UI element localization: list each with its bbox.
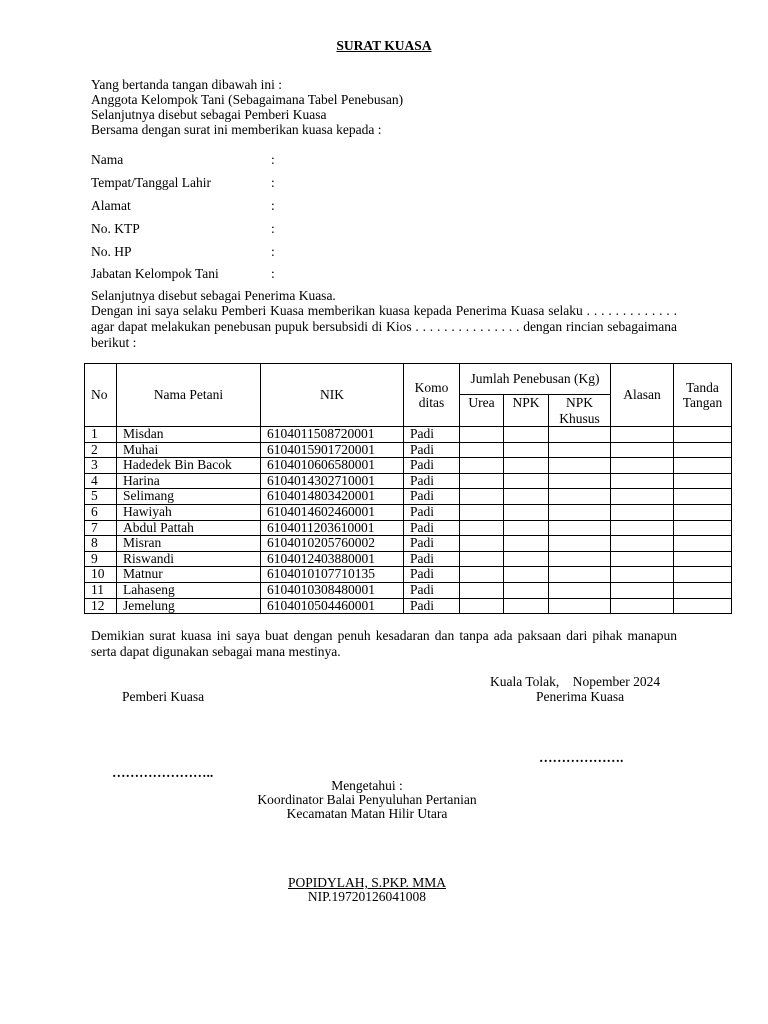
cell-urea xyxy=(460,551,504,567)
cell-npk-khusus xyxy=(549,582,611,598)
cell-tanda-tangan xyxy=(674,598,732,614)
table-row xyxy=(85,489,732,505)
table-row xyxy=(85,442,732,458)
cell-nama: Abdul Pattah xyxy=(117,520,261,536)
cell-npk xyxy=(504,567,549,583)
header-tanda-tangan: Tanda Tangan xyxy=(674,364,732,427)
field-colon-ttl: : xyxy=(271,175,275,190)
cell-no: 6 xyxy=(85,504,117,520)
cell-alasan xyxy=(611,551,674,567)
official-name: POPIDYLAH, S.PKP. MMA xyxy=(288,875,446,890)
header-urea: Urea xyxy=(460,395,504,427)
cell-nama: Matnur xyxy=(117,567,261,583)
cell-komoditas: Padi xyxy=(404,582,460,598)
cell-komoditas: Padi xyxy=(404,536,460,552)
cell-npk-khusus xyxy=(549,520,611,536)
cell-npk xyxy=(504,582,549,598)
document-title: SURAT KUASA xyxy=(336,38,432,53)
cell-alasan xyxy=(611,489,674,505)
cell-urea xyxy=(460,536,504,552)
cell-nik: 6104010107710135 xyxy=(261,567,404,583)
field-colon-hp: : xyxy=(271,244,275,259)
cell-no: 12 xyxy=(85,598,117,614)
cell-komoditas: Padi xyxy=(404,458,460,474)
field-label-ktp: No. KTP xyxy=(91,221,140,236)
cell-tanda-tangan xyxy=(674,582,732,598)
cell-npk-khusus xyxy=(549,458,611,474)
cell-npk xyxy=(504,458,549,474)
koordinator-title: Koordinator Balai Penyuluhan Pertanian xyxy=(257,792,477,807)
cell-no: 5 xyxy=(85,489,117,505)
header-nama-petani: Nama Petani xyxy=(117,364,261,427)
cell-nama: Misdan xyxy=(117,427,261,443)
cell-urea xyxy=(460,520,504,536)
cell-npk xyxy=(504,442,549,458)
cell-npk-khusus xyxy=(549,504,611,520)
pemberi-kuasa-label: Pemberi Kuasa xyxy=(122,689,205,704)
cell-komoditas: Padi xyxy=(404,473,460,489)
cell-nama: Lahaseng xyxy=(117,582,261,598)
cell-nik: 6104014602460001 xyxy=(261,504,404,520)
cell-alasan xyxy=(611,504,674,520)
cell-no: 2 xyxy=(85,442,117,458)
table-row xyxy=(85,536,732,552)
cell-nik: 6104015901720001 xyxy=(261,442,404,458)
mengetahui-label: Mengetahui : xyxy=(331,778,403,793)
header-komoditas: Komo ditas xyxy=(404,364,460,427)
cell-npk-khusus xyxy=(549,442,611,458)
cell-nama: Misran xyxy=(117,536,261,552)
header-nik: NIK xyxy=(261,364,404,427)
field-label-jabatan: Jabatan Kelompok Tani xyxy=(91,266,219,281)
cell-nik: 6104014803420001 xyxy=(261,489,404,505)
cell-alasan xyxy=(611,567,674,583)
cell-komoditas: Padi xyxy=(404,442,460,458)
cell-no: 7 xyxy=(85,520,117,536)
cell-npk xyxy=(504,598,549,614)
cell-npk xyxy=(504,489,549,505)
cell-nama: Riswandi xyxy=(117,551,261,567)
cell-npk-khusus xyxy=(549,598,611,614)
table-row xyxy=(85,551,732,567)
table-row xyxy=(85,458,732,474)
cell-tanda-tangan xyxy=(674,473,732,489)
header-jumlah-penebusan: Jumlah Penebusan (Kg) xyxy=(460,364,611,395)
cell-npk xyxy=(504,520,549,536)
cell-npk xyxy=(504,536,549,552)
field-label-alamat: Alamat xyxy=(91,198,131,213)
cell-urea xyxy=(460,489,504,505)
table-row xyxy=(85,598,732,614)
cell-urea xyxy=(460,473,504,489)
header-npk: NPK xyxy=(504,395,549,427)
cell-tanda-tangan xyxy=(674,567,732,583)
header-npk-khusus: NPK Khusus xyxy=(549,395,611,427)
kecamatan-title: Kecamatan Matan Hilir Utara xyxy=(286,806,448,821)
cell-komoditas: Padi xyxy=(404,567,460,583)
cell-urea xyxy=(460,427,504,443)
field-colon-nama: : xyxy=(271,152,275,167)
authorization-paragraph: Dengan ini saya selaku Pemberi Kuasa memberikan kuasa kepada Penerima Kuasa selaku . . . . . . . . . . . . . agar dapat melakukan penebusan pupuk bersubsidi di Kios . . . . . . . . . . . . . . . dengan rincian sebagaimana berikut : xyxy=(91,303,677,350)
cell-nik: 6104012403880001 xyxy=(261,551,404,567)
cell-nama: Jemelung xyxy=(117,598,261,614)
cell-alasan xyxy=(611,520,674,536)
penerima-kuasa-label: Penerima Kuasa xyxy=(536,689,625,704)
closing-paragraph: Demikian surat kuasa ini saya buat dengan penuh kesadaran dan tanpa ada paksaan dari pihak manapun serta dapat digunakan sebagai mana mestinya. xyxy=(91,628,677,659)
intro-line-3: Selanjutnya disebut sebagai Pemberi Kuasa xyxy=(91,107,327,122)
intro-line-1: Yang bertanda tangan dibawah ini : xyxy=(91,77,282,92)
intro-line-2: Anggota Kelompok Tani (Sebagaimana Tabel Penebusan) xyxy=(91,92,404,107)
cell-no: 3 xyxy=(85,458,117,474)
cell-nik: 6104014302710001 xyxy=(261,473,404,489)
cell-tanda-tangan xyxy=(674,536,732,552)
cell-nama: Hadedek Bin Bacok xyxy=(117,458,261,474)
official-nip: NIP.19720126041008 xyxy=(307,889,427,904)
table-row xyxy=(85,520,732,536)
cell-tanda-tangan xyxy=(674,442,732,458)
cell-tanda-tangan xyxy=(674,520,732,536)
cell-npk xyxy=(504,473,549,489)
intro-line-4: Bersama dengan surat ini memberikan kuasa kepada : xyxy=(91,122,382,137)
cell-alasan xyxy=(611,582,674,598)
cell-urea xyxy=(460,598,504,614)
cell-urea xyxy=(460,442,504,458)
field-colon-ktp: : xyxy=(271,221,275,236)
cell-no: 10 xyxy=(85,567,117,583)
cell-nik: 6104011508720001 xyxy=(261,427,404,443)
cell-urea xyxy=(460,567,504,583)
cell-urea xyxy=(460,582,504,598)
cell-npk-khusus xyxy=(549,536,611,552)
cell-tanda-tangan xyxy=(674,504,732,520)
cell-nama: Selimang xyxy=(117,489,261,505)
cell-urea xyxy=(460,458,504,474)
cell-nik: 6104010606580001 xyxy=(261,458,404,474)
field-label-hp: No. HP xyxy=(91,244,132,259)
table-row xyxy=(85,582,732,598)
table-row xyxy=(85,567,732,583)
cell-no: 8 xyxy=(85,536,117,552)
cell-nik: 6104010205760002 xyxy=(261,536,404,552)
cell-komoditas: Padi xyxy=(404,489,460,505)
cell-alasan xyxy=(611,442,674,458)
cell-tanda-tangan xyxy=(674,427,732,443)
table-row xyxy=(85,473,732,489)
cell-npk xyxy=(504,504,549,520)
cell-komoditas: Padi xyxy=(404,551,460,567)
header-no: No xyxy=(85,364,117,427)
cell-komoditas: Padi xyxy=(404,504,460,520)
cell-komoditas: Padi xyxy=(404,520,460,536)
penerima-signature-line: ………………. xyxy=(539,750,624,765)
cell-npk-khusus xyxy=(549,551,611,567)
cell-nama: Harina xyxy=(117,473,261,489)
penebusan-table xyxy=(84,363,732,614)
cell-nik: 6104011203610001 xyxy=(261,520,404,536)
cell-alasan xyxy=(611,536,674,552)
cell-no: 4 xyxy=(85,473,117,489)
field-colon-alamat: : xyxy=(271,198,275,213)
cell-npk xyxy=(504,551,549,567)
field-label-ttl: Tempat/Tanggal Lahir xyxy=(91,175,211,190)
cell-nama: Muhai xyxy=(117,442,261,458)
cell-npk xyxy=(504,427,549,443)
receiver-line: Selanjutnya disebut sebagai Penerima Kuasa. xyxy=(91,288,336,303)
cell-nik: 6104010308480001 xyxy=(261,582,404,598)
cell-alasan xyxy=(611,473,674,489)
table-row xyxy=(85,427,732,443)
cell-npk-khusus xyxy=(549,567,611,583)
cell-tanda-tangan xyxy=(674,489,732,505)
table-row xyxy=(85,504,732,520)
cell-npk-khusus xyxy=(549,427,611,443)
cell-nik: 6104010504460001 xyxy=(261,598,404,614)
cell-no: 9 xyxy=(85,551,117,567)
cell-nama: Hawiyah xyxy=(117,504,261,520)
cell-alasan xyxy=(611,458,674,474)
cell-komoditas: Padi xyxy=(404,598,460,614)
cell-no: 1 xyxy=(85,427,117,443)
cell-npk-khusus xyxy=(549,489,611,505)
field-colon-jabatan: : xyxy=(271,266,275,281)
pemberi-signature-line: ………………….. xyxy=(112,765,214,780)
field-label-nama: Nama xyxy=(91,152,124,167)
place-date: Kuala Tolak, Nopember 2024 xyxy=(490,674,661,689)
cell-no: 11 xyxy=(85,582,117,598)
cell-alasan xyxy=(611,427,674,443)
cell-npk-khusus xyxy=(549,473,611,489)
cell-alasan xyxy=(611,598,674,614)
header-alasan: Alasan xyxy=(611,364,674,427)
cell-komoditas: Padi xyxy=(404,427,460,443)
cell-urea xyxy=(460,504,504,520)
cell-tanda-tangan xyxy=(674,551,732,567)
cell-tanda-tangan xyxy=(674,458,732,474)
